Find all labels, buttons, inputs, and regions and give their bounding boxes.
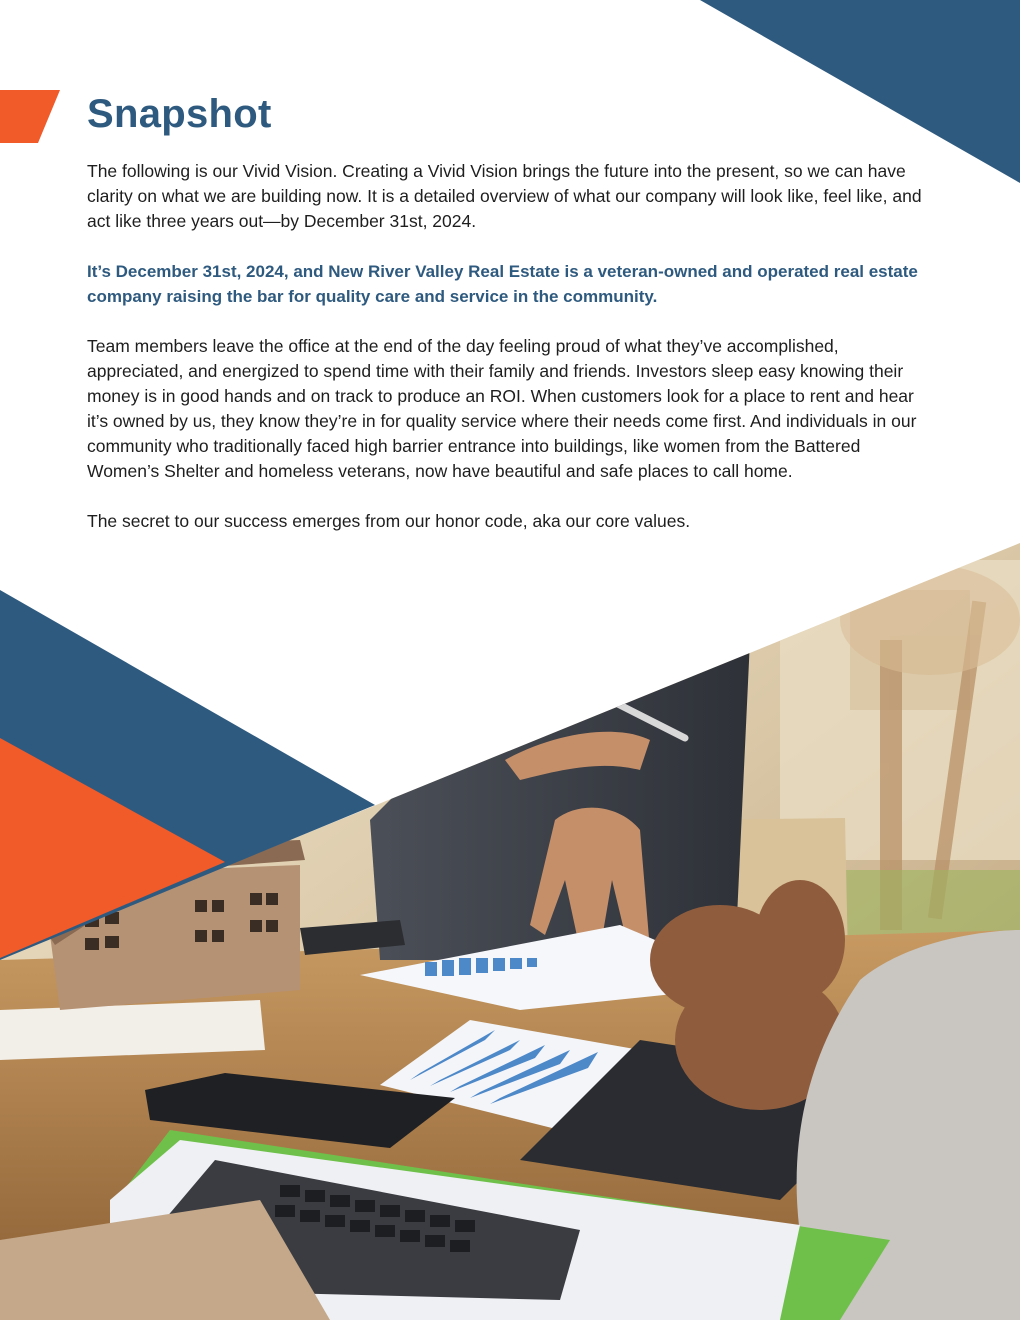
intro-paragraph: The following is our Vivid Vision. Creating a Vivid Vision brings the future into the present, so we can have clarity on what we are building now. It is a detailed overview of what our company will look like, feel like, and act like three years out—by December 31st, 2024.	[87, 161, 922, 231]
vision-body-paragraph: Team members leave the office at the end of the day feeling proud of what they’ve accomplished, appreciated, and energized to spend time with their family and friends. Investors sleep easy knowing their money is in good hands and on track to produce an ROI. When customers look for a place to rent and hear it’s owned by us, they know they’re in for quality service where their needs come first. And individuals in our community who traditionally faced high barrier entrance into buildings, like women from the Battered Women’s Shelter and homeless veterans, now have beautiful and safe places to call home.	[87, 336, 917, 481]
office-meeting-photo	[0, 540, 1020, 1320]
orange-title-tab	[0, 90, 60, 143]
snapshot-section	[87, 88, 932, 534]
page-title: Snapshot	[87, 92, 272, 136]
closing-paragraph: The secret to our success emerges from our honor code, aka our core values.	[87, 511, 691, 531]
vision-lead-statement: It’s December 31st, 2024, and New River Valley Real Estate is a veteran-owned and operated real estate company raising the bar for quality care and service in the community.	[87, 262, 918, 306]
